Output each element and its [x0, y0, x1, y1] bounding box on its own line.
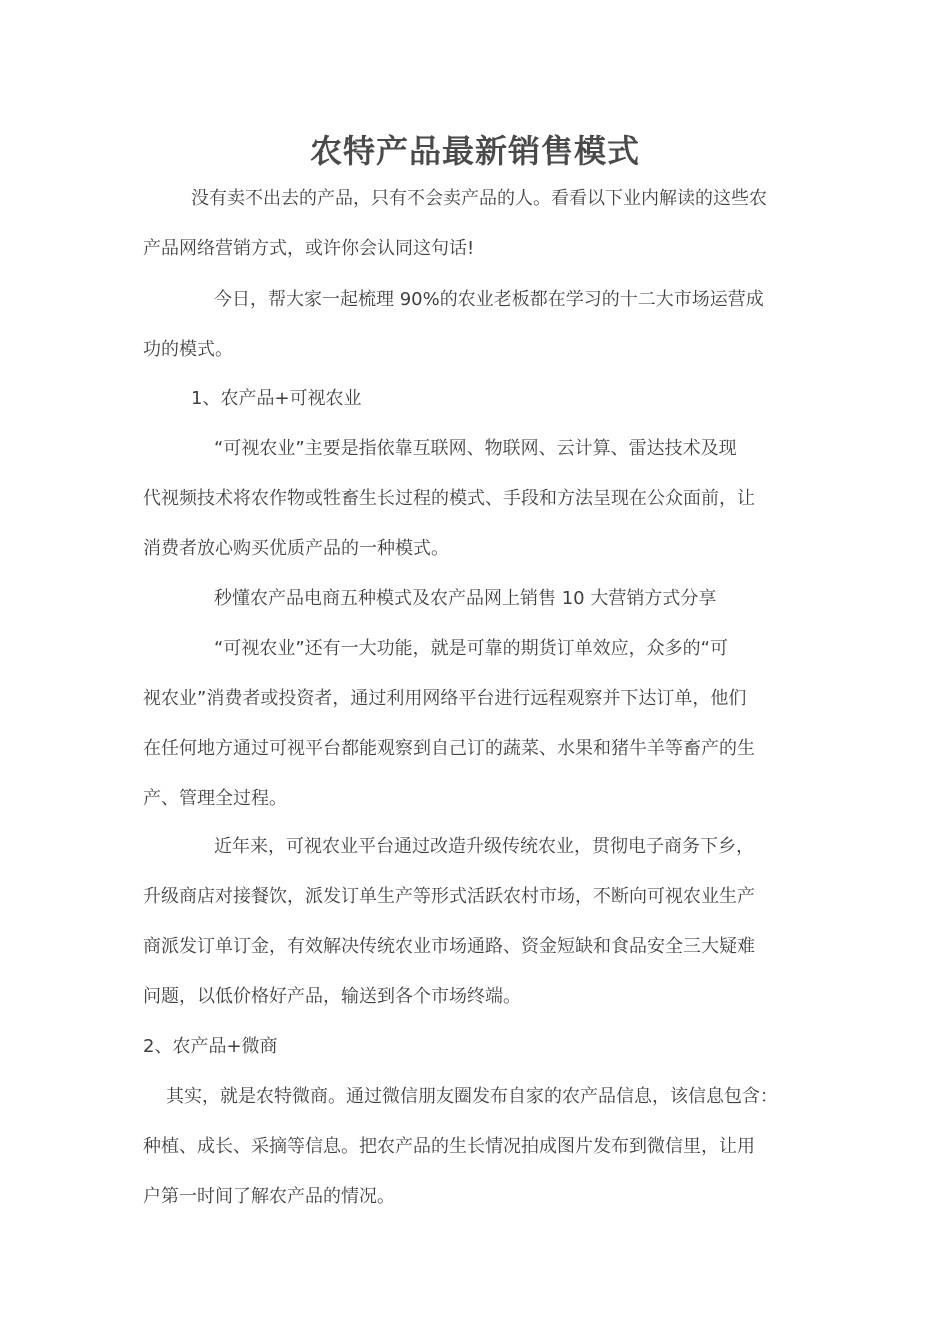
paragraph-line: 其实，就是农特微商。通过微信朋友圈发布自家的农产品信息，该信息包含：: [166, 1086, 778, 1107]
paragraph-line: 商派发订单订金，有效解决传统农业市场通路、资金短缺和食品安全三大疑难: [143, 936, 755, 957]
section-heading: 1、农产品+可视农业: [191, 388, 362, 409]
paragraph-line: 户第一时间了解农产品的情况。: [143, 1186, 395, 1207]
paragraph-line: 产、管理全过程。: [143, 788, 287, 809]
paragraph-line: 消费者放心购买优质产品的一种模式。: [143, 538, 449, 559]
paragraph-line: 种植、成长、采摘等信息。把农产品的生长情况拍成图片发布到微信里，让用: [143, 1136, 755, 1157]
paragraph-line: 近年来，可视农业平台通过改造升级传统农业，贯彻电子商务下乡，: [214, 836, 754, 857]
paragraph-line: “可视农业”主要是指依靠互联网、物联网、云计算、雷达技术及现: [214, 438, 737, 459]
paragraph-line: 没有卖不出去的产品，只有不会卖产品的人。看看以下业内解读的这些农: [191, 188, 767, 209]
paragraph-line: 视农业”消费者或投资者，通过利用网络平台进行远程观察并下达订单，他们: [143, 688, 747, 709]
paragraph-line: 功的模式。: [143, 339, 233, 360]
paragraph-line: 在任何地方通过可视平台都能观察到自己订的蔬菜、水果和猪牛羊等畜产的生: [143, 738, 755, 759]
paragraph-line: 问题，以低价格好产品，输送到各个市场终端。: [143, 986, 521, 1007]
paragraph-line: 代视频技术将农作物或牲畜生长过程的模式、手段和方法呈现在公众面前，让: [143, 488, 755, 509]
section-heading: 2、农产品+微商: [143, 1036, 278, 1057]
paragraph-line: 升级商店对接餐饮，派发订单生产等形式活跃农村市场，不断向可视农业生产: [143, 886, 755, 907]
paragraph-line: “可视农业”还有一大功能，就是可靠的期货订单效应，众多的“可: [214, 638, 728, 659]
document-title: 农特产品最新销售模式: [309, 132, 640, 170]
paragraph-line: 产品网络营销方式，或许你会认同这句话!: [143, 238, 475, 259]
paragraph-line: 今日，帮大家一起梳理 90%的农业老板都在学习的十二大市场运营成: [214, 289, 764, 310]
paragraph-line: 秒懂农产品电商五种模式及农产品网上销售 10 大营销方式分享: [214, 588, 717, 609]
